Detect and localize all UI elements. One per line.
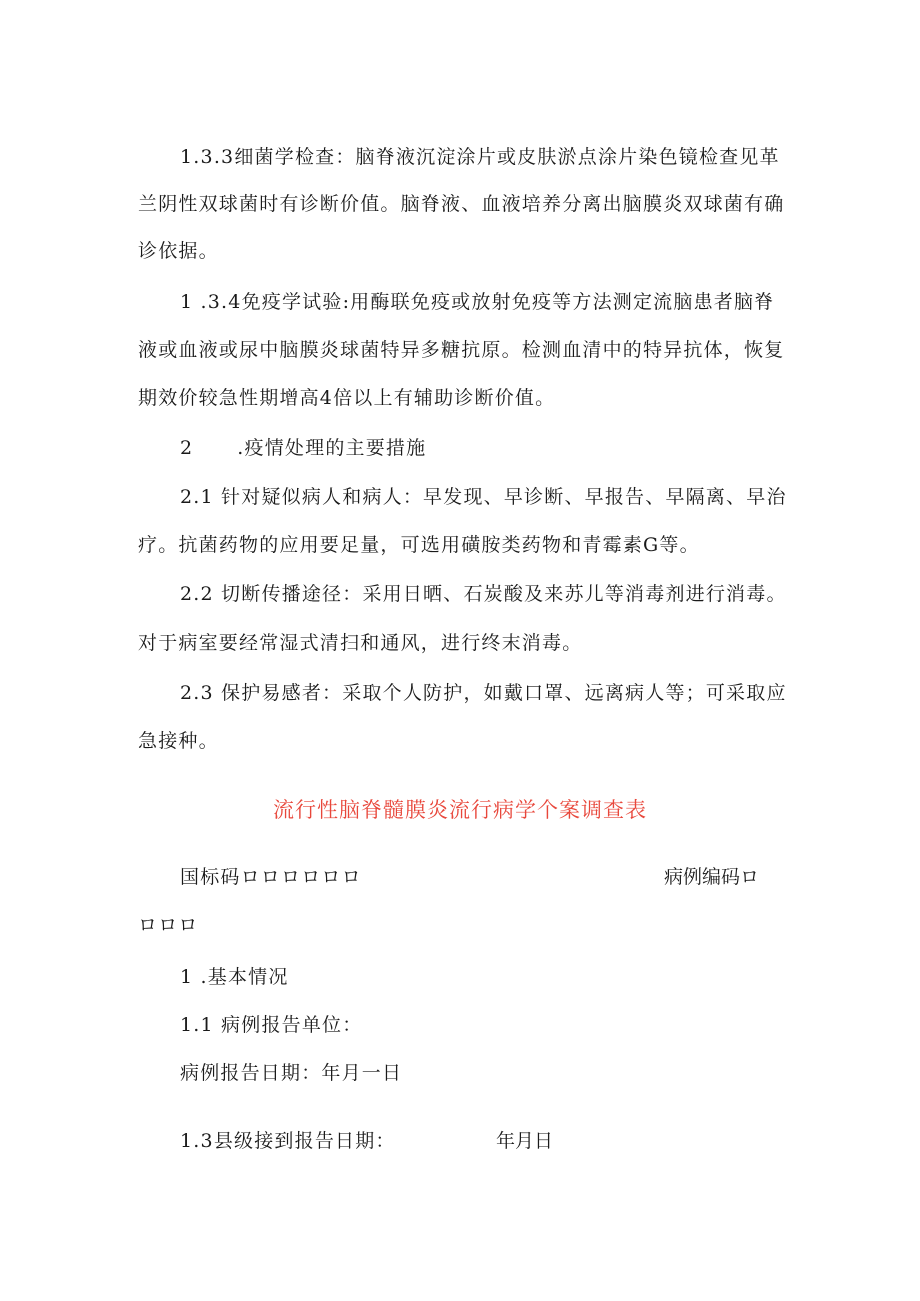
section-1-3-4-line-2: 液或血液或尿中脑膜炎球菌特异多糖抗原。检测血清中的特异抗体，恢复	[138, 339, 785, 361]
report-date-field: 病例报告日期：年月一日	[180, 1062, 403, 1084]
basic-info-heading: 1 .基本情况	[180, 966, 289, 988]
section-2-3-line-1: 2.3 保护易感者：采取个人防护，如戴口罩、远离病人等；可采取应	[180, 682, 787, 704]
section-1-3-3-line-3: 诊依据。	[138, 240, 219, 262]
section-2-number: 2	[180, 437, 194, 459]
section-2-1-line-2: 疗。抗菌药物的应用要足量，可选用磺胺类药物和青霉素G等。	[138, 534, 700, 556]
section-1-3-4-line-3: 期效价较急性期增高4倍以上有辅助诊断价值。	[138, 387, 556, 409]
case-code-boxes: ロロロ	[138, 914, 199, 936]
section-2-2-line-2: 对于病室要经常湿式清扫和通风，进行终末消毒。	[138, 632, 583, 654]
form-title: 流行性脑脊髓膜炎流行病学个案调查表	[273, 798, 647, 822]
report-unit-field: 1.1 病例报告单位：	[180, 1014, 363, 1036]
section-2-2-line-1: 2.2 切断传播途径：采用日晒、石炭酸及来苏儿等消毒剂进行消毒。	[180, 583, 787, 605]
county-date-value: 年月日	[496, 1130, 554, 1152]
national-code: 国标码ロロロロロロ	[180, 866, 362, 888]
section-1-3-4-line-1: 1 .3.4免疫学试验:用酶联免疫或放射免疫等方法测定流脑患者脑脊	[180, 291, 775, 313]
section-2-title: .疫情处理的主要措施	[237, 437, 427, 459]
section-2-3-line-2: 急接种。	[138, 730, 219, 752]
county-date-label: 1.3县级接到报告日期：	[180, 1130, 396, 1152]
section-1-3-3-line-1: 1.3.3细菌学检查：脑脊液沉淀涂片或皮肤淤点涂片染色镜检查见革	[180, 146, 780, 168]
section-2-heading	[180, 436, 840, 460]
section-2-1-line-1: 2.1 针对疑似病人和病人：早发现、早诊断、早报告、早隔离、早治	[180, 486, 787, 508]
section-1-3-3-line-2: 兰阴性双球菌时有诊断价值。脑脊液、血液培养分离出脑膜炎双球菌有确	[138, 193, 785, 215]
case-code-label: 病例编码ロ	[664, 866, 760, 888]
